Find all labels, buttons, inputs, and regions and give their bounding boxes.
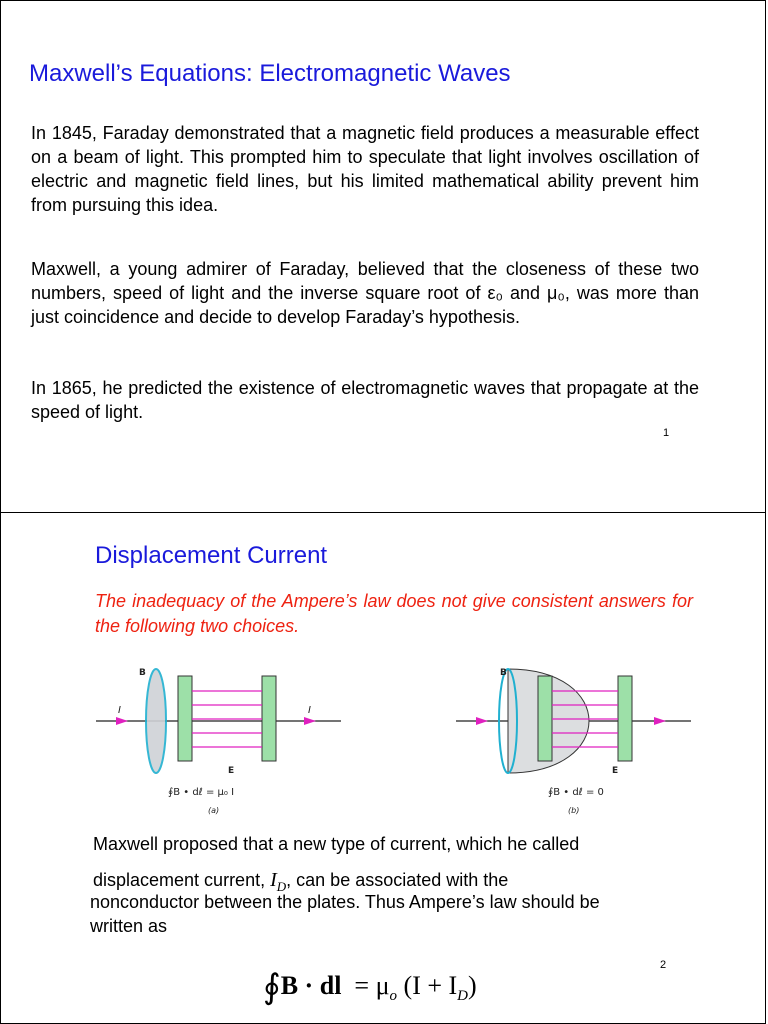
current-arrow-right	[654, 717, 666, 725]
body-line-2-suffix: , can be associated with the	[286, 870, 509, 890]
figure-curved-surface	[456, 661, 691, 821]
body-line-4: written as	[90, 916, 168, 936]
slide-title: Maxwell’s Equations: Electromagnetic Waves	[29, 60, 511, 87]
symbol-sub-d: D	[276, 879, 287, 894]
capacitor-plate-left	[538, 676, 552, 761]
figure-caption: (b)	[568, 806, 580, 815]
page-number: 2	[660, 959, 667, 971]
current-arrow-left	[476, 717, 488, 725]
label-b: B	[139, 668, 146, 678]
capacitor-plate-right	[262, 676, 276, 761]
equation-sub-d: D	[457, 988, 469, 1005]
amperian-loop-flat	[146, 669, 166, 773]
ampere-maxwell-equation	[263, 963, 477, 1005]
contour-integral-icon: ∮	[263, 969, 281, 1006]
slide-2	[0, 512, 766, 1024]
paragraph-maxwell: Maxwell, a young admirer of Faraday, believed that the closeness of these two numbers, speed of light and the inverse square root of ε₀ and μ₀, was more than just coincidence and decide to develop Faraday’s hypothesis.	[31, 259, 699, 327]
label-e: E	[228, 766, 235, 776]
label-i-right: I	[308, 705, 311, 716]
slide-subtitle: The inadequacy of the Ampere’s law does not give consistent answers for the following two choices.	[95, 591, 693, 636]
body-line-1: Maxwell proposed that a new type of current, which he called	[93, 834, 580, 854]
equation-close: )	[468, 971, 477, 1000]
current-arrow-left	[116, 717, 128, 725]
body-line-2-prefix: displacement current,	[93, 870, 271, 890]
equation-rhs-prefix: = μ	[354, 971, 390, 1000]
slide-title: Displacement Current	[95, 542, 328, 569]
paragraph-faraday: In 1845, Faraday demonstrated that a magnetic field produces a measurable effect on a beam of light. This prompted him to speculate that light involves oscillation of electric and magnetic field lines, but his limited mathematical ability prevent him from pursuing this idea.	[31, 123, 699, 215]
label-e: E	[612, 766, 619, 776]
symbol-i: I	[270, 869, 277, 891]
figure-flat-surface	[96, 661, 341, 821]
slide-1	[0, 0, 766, 513]
label-i-left: I	[118, 705, 121, 716]
figure-caption: (a)	[208, 806, 220, 815]
figure-formula: ∮B • dℓ = 0	[548, 787, 604, 798]
capacitor-plate-right	[618, 676, 632, 761]
equation-mu-sub: o	[389, 988, 398, 1005]
displacement-current-symbol	[270, 869, 287, 894]
capacitor-plate-left	[178, 676, 192, 761]
electric-field-lines	[192, 691, 262, 747]
page-number: 1	[663, 427, 670, 439]
equation-paren: (I + I	[403, 971, 458, 1000]
body-line-3: nonconductor between the plates. Thus Ampere’s law should be	[90, 892, 600, 912]
label-b: B	[500, 668, 507, 678]
figure-formula: ∮B • dℓ = μ₀ I	[168, 787, 235, 798]
equation-lhs: B · dl	[280, 971, 342, 1000]
current-arrow-right	[304, 717, 316, 725]
paragraph-prediction: In 1865, he predicted the existence of electromagnetic waves that propagate at the speed of light.	[31, 378, 699, 422]
